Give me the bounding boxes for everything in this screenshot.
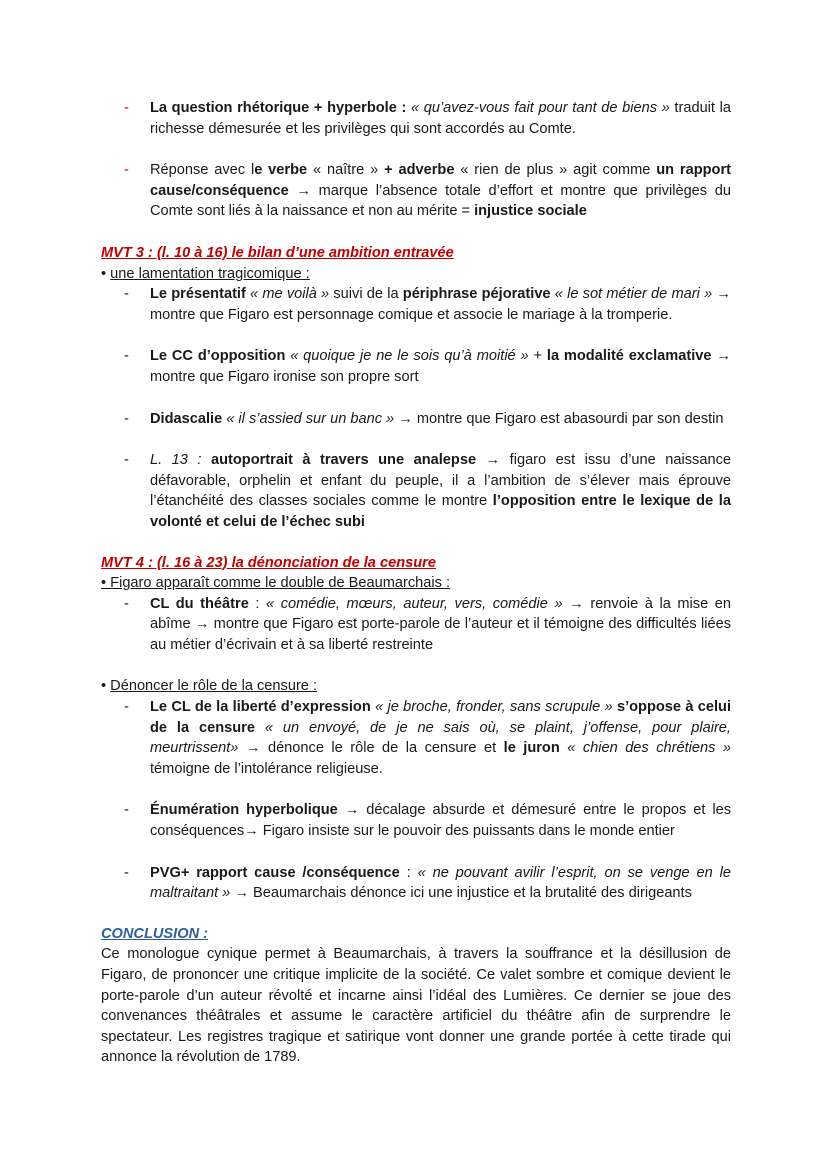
- verb-adverb-item: - Réponse avec le verbe « naître » + adverbe « rien de plus » agit comme un rapport cause/conséquence → marque l’absence totale d’effort et montre que privilèges du Comte sont liés à la naissance et non au mérite = injustice sociale: [124, 162, 731, 220]
- liberte-expression-item: - Le CL de la liberté d’expression « je broche, fronder, sans scrupule » s’oppose à celui de la censure « un envoyé, de je ne sais où, se plaint, j’offense, pour plaire, meurtrissent» → dénonce le rôle de la censure et le juron « chien des chrétiens » témoigne de l’intolérance religieuse.: [124, 699, 731, 777]
- mvt3-bullet: • une lamentation tragicomique :: [101, 265, 310, 282]
- list-dash: -: [124, 348, 129, 365]
- rhetorical-question-item: - La question rhétorique + hyperbole : « qu’avez-vous fait pour tant de biens » traduit la richesse démesurée et les privilèges qui sont accordés au Comte.: [124, 100, 731, 137]
- list-dash: -: [124, 595, 129, 612]
- list-dash: -: [124, 802, 129, 819]
- list-dash: -: [124, 864, 129, 881]
- list-dash: -: [124, 410, 129, 427]
- autoportrait-item: - L. 13 : autoportrait à travers une analepse → figaro est issu d’une naissance défavorable, orphelin et enfant du peuple, il a l’ambition de s’élever mais éprouve l’étanchéité des classes sociales comme le montre l’opposition entre le lexique de la volonté et celui de l’échec subi: [124, 452, 731, 530]
- mvt4-bullet-censure: • Dénoncer le rôle de la censure :: [101, 678, 318, 695]
- list-dash: -: [124, 699, 129, 716]
- pvg-item: - PVG+ rapport cause /conséquence : « ne pouvant avilir l’esprit, on se venge en le maltraitant » → Beaumarchais dénonce ici une injustice et la brutalité des dirigeants: [124, 864, 731, 902]
- list-dash: -: [124, 162, 129, 179]
- presentatif-item: - Le présentatif « me voilà » suivi de la périphrase péjorative « le sot métier de mari » → montre que Figaro est personnage comique et associe le mariage à la tromperie.: [124, 286, 731, 323]
- cl-theatre-item: - CL du théâtre : « comédie, mœurs, auteur, vers, comédie » → renvoie à la mise en abîme → montre que Figaro est porte-parole de l’auteur et il témoigne des difficultés liées au métier d’écrivain et à sa liberté restreinte: [124, 595, 731, 653]
- enumeration-item: - Énumération hyperbolique → décalage absurde et démesuré entre le propos et les conséquences→ Figaro insiste sur le pouvoir des puissants dans le monde entier: [124, 802, 731, 840]
- list-dash: -: [124, 452, 129, 469]
- mvt4-bullet-double: • Figaro apparaît comme le double de Beaumarchais :: [101, 575, 451, 592]
- list-dash: -: [124, 100, 129, 116]
- conclusion-heading: CONCLUSION :: [101, 925, 209, 942]
- mvt4-heading: MVT 4 : (l. 16 à 23) la dénonciation de la censure: [101, 554, 436, 571]
- didascalie-item: - Didascalie « il s’assied sur un banc » → montre que Figaro est abasourdi par son destin: [150, 409, 731, 430]
- conclusion-text: Ce monologue cynique permet à Beaumarchais, à travers la souffrance et la désillusion de Figaro, de prononcer une critique implicite de la société. Ce valet sombre et comique devient le porte-parole d’un auteur révolté et incarne ainsi l’idéal des Lumières. Ce dernier se joue des convenances théâtrales et assume le caractère artificiel du théâtre afin de surprendre le spectateur. Les registres tragique et satirique vont donner une grande portée à cette tirade qui annonce la révolution de 1789.: [101, 946, 731, 1066]
- list-dash: -: [124, 286, 129, 303]
- cc-opposition-item: - Le CC d’opposition « quoique je ne le sois qu’à moitié » + la modalité exclamative → montre que Figaro ironise son propre sort: [124, 348, 731, 385]
- mvt3-heading: MVT 3 : (l. 10 à 16) le bilan d’une ambition entravée: [101, 244, 454, 261]
